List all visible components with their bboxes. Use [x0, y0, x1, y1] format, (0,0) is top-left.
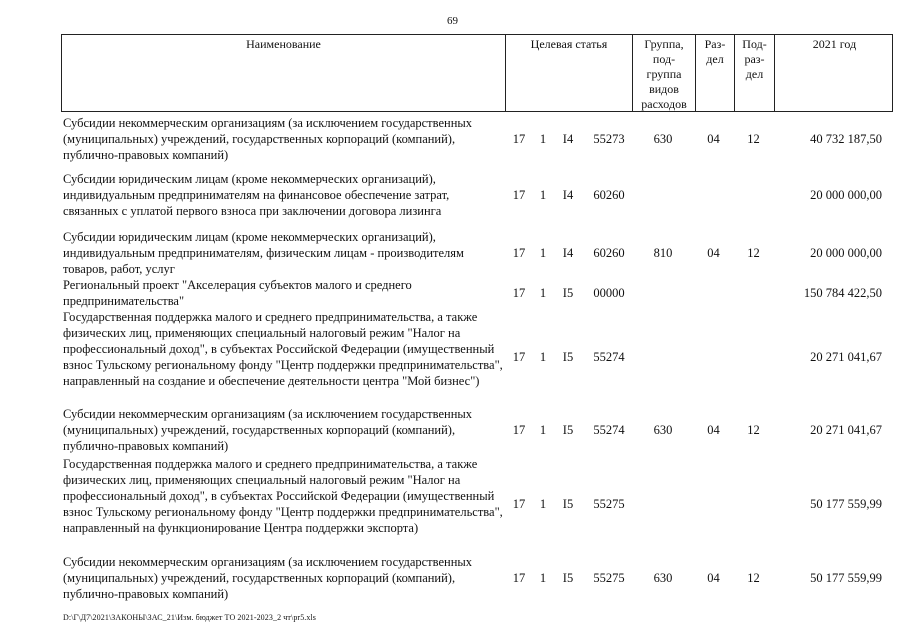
row-name: Государственная поддержка малого и среднего предпринимательства, а также физических лиц, применяющих специальный налоговый режим "Налог на профессиональный доход", в субъектах Российской Федерации (имущественный взнос Тульскому региональному фонду "Центр поддержки предпринимательства", направленный на функционирование Центра поддержки экспорта) — [63, 457, 503, 535]
table-row — [61, 456, 893, 552]
table-row — [61, 554, 893, 602]
row-group: 810 — [653, 246, 673, 260]
row-group: 630 — [653, 423, 673, 437]
row-subsection: 12 — [747, 571, 760, 585]
cs-project: I5 — [562, 497, 574, 511]
row-amount: 150 784 422,50 — [803, 286, 882, 300]
row-amount: 50 177 559,99 — [810, 571, 882, 585]
table-row — [61, 229, 893, 277]
row-name: Субсидии юридическим лицам (кроме некоммерческих организаций), индивидуальным предпринимателям, физическим лицам - производителям товаров, работ, услуг — [63, 230, 464, 276]
header-target-article: Целевая статья — [505, 35, 632, 111]
row-subsection: 12 — [747, 246, 760, 260]
row-name: Субсидии некоммерческим организациям (за исключением государственных (муниципальных) учреждений, государственных корпораций (компаний), публично-правовых компаний) — [63, 555, 473, 601]
header-name: Наименование — [246, 37, 321, 51]
cs-subprogram: 1 — [539, 188, 547, 202]
row-section: 04 — [707, 132, 720, 146]
cs-program: 17 — [512, 497, 526, 511]
row-subsection: 12 — [747, 423, 760, 437]
table-row — [61, 309, 893, 405]
row-amount: 20 000 000,00 — [810, 246, 882, 260]
table-row — [61, 115, 893, 163]
header-year: 2021 год — [774, 35, 894, 111]
row-group: 630 — [653, 132, 673, 146]
row-amount: 20 271 041,67 — [810, 423, 882, 437]
cs-program: 17 — [512, 286, 526, 300]
cs-project: I5 — [562, 350, 574, 364]
row-name: Государственная поддержка малого и среднего предпринимательства, а также физических лиц, применяющих специальный налоговый режим "Налог на профессиональный доход", в субъектах Российской Федерации (имущественный взнос Тульскому региональному фонду "Центр поддержки предпринимательства", направленный на создание и обеспечение деятельности центра "Мой бизнес") — [63, 310, 503, 388]
cs-program: 17 — [512, 246, 526, 260]
cs-project: I4 — [562, 132, 574, 146]
cs-program: 17 — [512, 132, 526, 146]
row-name: Региональный проект "Акселерация субъектов малого и среднего предпринимательства" — [63, 278, 412, 308]
row-name: Субсидии некоммерческим организациям (за исключением государственных (муниципальных) учреждений, государственных корпораций (компаний), публично-правовых компаний) — [63, 116, 473, 162]
row-subsection: 12 — [747, 132, 760, 146]
row-name: Субсидии юридическим лицам (кроме некоммерческих организаций), индивидуальным предпринимателям на финансовое обеспечение затрат, связанных с уплатой первого взноса при заключении договора лизинга — [63, 172, 450, 218]
header-group: Группа, под- группа видов расходов — [632, 35, 695, 111]
file-path-footer: D:\Г\Д7\2021\ЗАКОНЫ\ЗАС_21\Изм. бюджет ТО 2021-2023_2 чт\pr5.xls — [63, 613, 317, 622]
table-header — [61, 34, 893, 112]
cs-subprogram: 1 — [539, 350, 547, 364]
cs-program: 17 — [512, 571, 526, 585]
cs-direction: 55275 — [593, 571, 625, 585]
cs-subprogram: 1 — [539, 571, 547, 585]
cs-subprogram: 1 — [539, 246, 547, 260]
header-section: Раз- дел — [695, 35, 734, 111]
cs-project: I5 — [562, 571, 574, 585]
cs-direction: 00000 — [593, 286, 625, 300]
row-section: 04 — [707, 571, 720, 585]
cs-direction: 60260 — [593, 188, 625, 202]
cs-program: 17 — [512, 423, 526, 437]
table-row — [61, 277, 893, 309]
row-amount: 50 177 559,99 — [810, 497, 882, 511]
cs-program: 17 — [512, 350, 526, 364]
row-amount: 40 732 187,50 — [810, 132, 882, 146]
cs-subprogram: 1 — [539, 286, 547, 300]
row-name: Субсидии некоммерческим организациям (за исключением государственных (муниципальных) учреждений, государственных корпораций (компаний), публично-правовых компаний) — [63, 407, 473, 453]
cs-project: I4 — [562, 246, 574, 260]
row-section: 04 — [707, 246, 720, 260]
page-number: 69 — [447, 15, 458, 27]
cs-direction: 55273 — [593, 132, 625, 146]
cs-project: I5 — [562, 423, 574, 437]
row-group: 630 — [653, 571, 673, 585]
cs-direction: 60260 — [593, 246, 625, 260]
cs-subprogram: 1 — [539, 132, 547, 146]
row-amount: 20 000 000,00 — [810, 188, 882, 202]
header-subsection: Под- раз- дел — [734, 35, 774, 111]
cs-project: I5 — [562, 286, 574, 300]
row-amount: 20 271 041,67 — [810, 350, 882, 364]
table-row — [61, 406, 893, 454]
cs-project: I4 — [562, 188, 574, 202]
cs-direction: 55274 — [593, 350, 625, 364]
cs-direction: 55274 — [593, 423, 625, 437]
row-section: 04 — [707, 423, 720, 437]
cs-subprogram: 1 — [539, 497, 547, 511]
cs-program: 17 — [512, 188, 526, 202]
table-row — [61, 171, 893, 219]
cs-direction: 55275 — [593, 497, 625, 511]
cs-subprogram: 1 — [539, 423, 547, 437]
